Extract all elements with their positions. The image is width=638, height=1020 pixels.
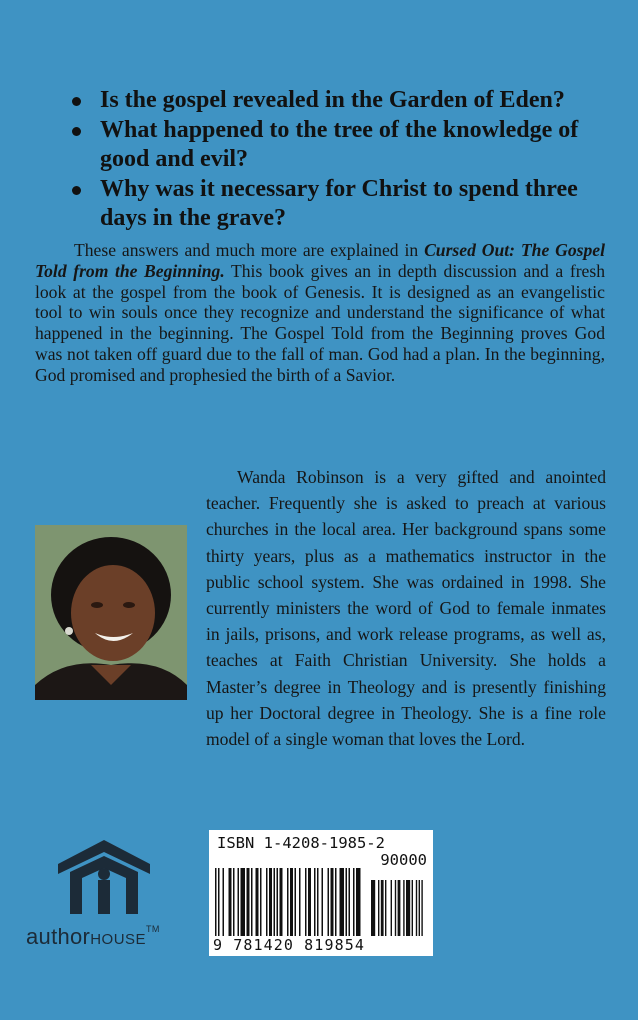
question-text: Why was it necessary for Christ to spend three days in the grave? [100, 176, 578, 231]
blurb-intro: These answers and much more are explained in [74, 240, 425, 260]
authorhouse-house-icon [56, 838, 152, 916]
publisher-name [26, 924, 196, 950]
book-title: Cursed Out: The Gospel Told from the Beginning. [35, 240, 605, 281]
question-item [70, 175, 610, 233]
author-bio: Wanda Robinson is a very gifted and anointed teacher. Frequently she is asked to preach at various churches in the local area. Her background spans some thirty years, plus as a mathematics instructor in the public school system. She was ordained in 1998. She currently ministers the word of God to female inmates in jails, prisons, and work release programs, as well as, teaches at Faith Christian University. She holds a Master’s degree in Theology and is presently finishing up her Doctoral degree in Theology. She is a fine role model of a single woman that loves the Lord. [206, 467, 606, 750]
question-item [70, 86, 610, 115]
ean-digits: 9 781420 819854 [213, 936, 365, 954]
barcode-bars-icon [215, 868, 427, 936]
publisher-name-house: HOUSE [90, 931, 147, 948]
bullet-icon [72, 186, 81, 195]
trademark-mark: TM [146, 924, 160, 934]
bullet-icon [72, 127, 81, 136]
isbn-label: ISBN 1-4208-1985-2 [217, 834, 385, 852]
price-code: 90000 [380, 851, 427, 869]
publisher-name-author: author [26, 924, 91, 949]
bullet-icon [72, 97, 81, 106]
question-list [70, 86, 610, 234]
author-photo [35, 525, 187, 700]
question-text: What happened to the tree of the knowledge of good and evil? [100, 117, 579, 172]
publisher-logo [22, 838, 192, 958]
blurb-body: This book gives an in depth discussion and a fresh look at the gospel from the book of Genesis. It is designed as an evangelistic tool to win souls once they recognize and understand the significance of what happened in the beginning. The Gospel Told from the Beginning proves God was not taken off guard due to the fall of man. God had a plan. In the beginning, God promised and prophesied the birth of a Savior. [35, 260, 606, 385]
author-portrait-icon [35, 525, 187, 700]
book-blurb [35, 240, 605, 386]
question-text: Is the gospel revealed in the Garden of Eden? [100, 87, 565, 113]
isbn-barcode [209, 830, 433, 956]
question-item [70, 116, 610, 174]
